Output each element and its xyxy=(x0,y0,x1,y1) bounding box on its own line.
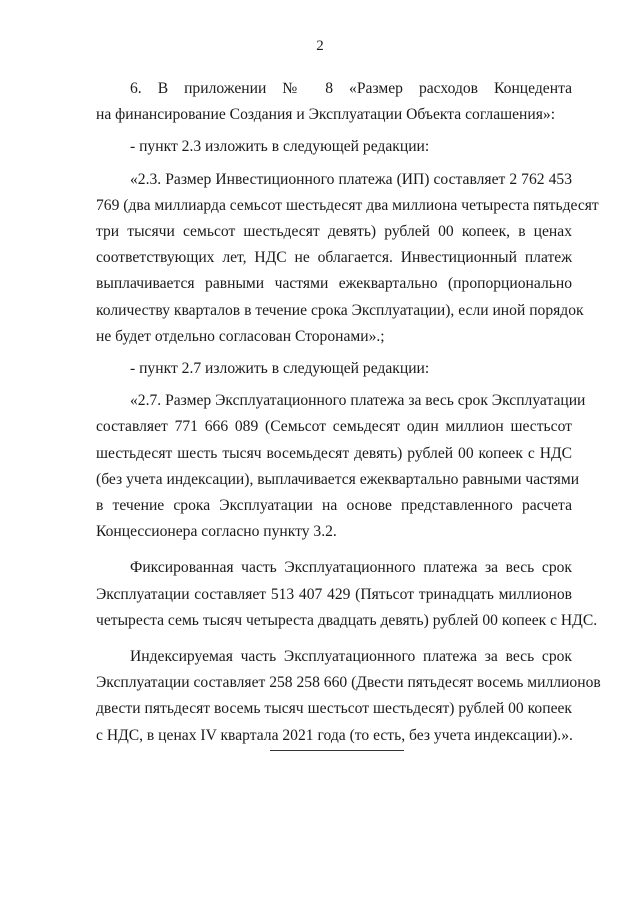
text-line: на финансирование Создания и Эксплуатации Объекта соглашения»: xyxy=(96,106,556,124)
text-line: 769 (два миллиарда семьсот шестьдесят два миллиона четыреста пятьдесят xyxy=(96,196,599,214)
text-line: двести пятьдесят восемь тысяч шестьсот шестьдесят) рублей 00 копеек xyxy=(96,700,572,718)
text-line: 6. В приложении № 8 «Размер расходов Концедента xyxy=(130,80,572,97)
text-line: шестьдесят шесть тысяч восемьдесят девять) рублей 00 копеек с НДС xyxy=(96,444,572,462)
text-line: соответствующих лет, НДС не облагается. Инвестиционный платеж xyxy=(96,249,572,267)
text-line: четыреста семь тысяч четыреста двадцать девять) рублей 00 копеек с НДС. xyxy=(96,611,598,629)
text-line: не будет отдельно согласован Сторонами».; xyxy=(96,327,385,345)
fixed-part-paragraph xyxy=(96,555,598,634)
text-line: (без учета индексации), выплачивается ежеквартально равными частями xyxy=(96,470,580,488)
text-line: «2.7. Размер Эксплуатационного платежа за весь срок Эксплуатации xyxy=(130,392,586,410)
text-line: Концессионера согласно пункту 3.2. xyxy=(96,523,337,541)
text-line: в течение срока Эксплуатации на основе представленного расчета xyxy=(96,497,572,515)
indexed-part-paragraph xyxy=(96,644,601,749)
text-line: - пункт 2.7 изложить в следующей редакции: xyxy=(130,360,430,378)
text-line: Эксплуатации составляет 513 407 429 (Пятьсот тринадцать миллионов xyxy=(96,585,572,603)
text-line: составляет 771 666 089 (Семьсот семьдесят один миллион шестьсот xyxy=(96,418,572,436)
document-body xyxy=(96,76,601,749)
text-line: с НДС, в ценах IV квартала 2021 года (то есть, без учета индексации).». xyxy=(96,726,573,744)
text-line: выплачивается равными частями ежеквартально (пропорционально xyxy=(96,275,572,293)
clause-2-7-intro xyxy=(96,356,572,382)
item-6-paragraph xyxy=(96,76,572,128)
text-line: «2.3. Размер Инвестиционного платежа (ИП) составляет 2 762 453 xyxy=(130,170,572,188)
end-separator-line xyxy=(270,750,404,751)
text-line: количеству кварталов в течение срока Эксплуатации), если иной порядок xyxy=(96,301,584,319)
clause-2-3-text xyxy=(96,167,599,350)
page-number: 2 xyxy=(316,38,324,54)
text-line: три тысячи семьсот шестьдесят девять) рублей 00 копеек, в ценах xyxy=(96,223,572,241)
text-line: - пункт 2.3 изложить в следующей редакции: xyxy=(130,138,430,156)
clause-2-3-intro xyxy=(96,134,572,160)
text-line: Эксплуатации составляет 258 258 660 (Двести пятьдесят восемь миллионов xyxy=(96,674,601,692)
text-line: Фиксированная часть Эксплуатационного платежа за весь срок xyxy=(130,559,572,577)
text-line: Индексируемая часть Эксплуатационного платежа за весь срок xyxy=(130,648,572,666)
clause-2-7-text xyxy=(96,388,586,545)
